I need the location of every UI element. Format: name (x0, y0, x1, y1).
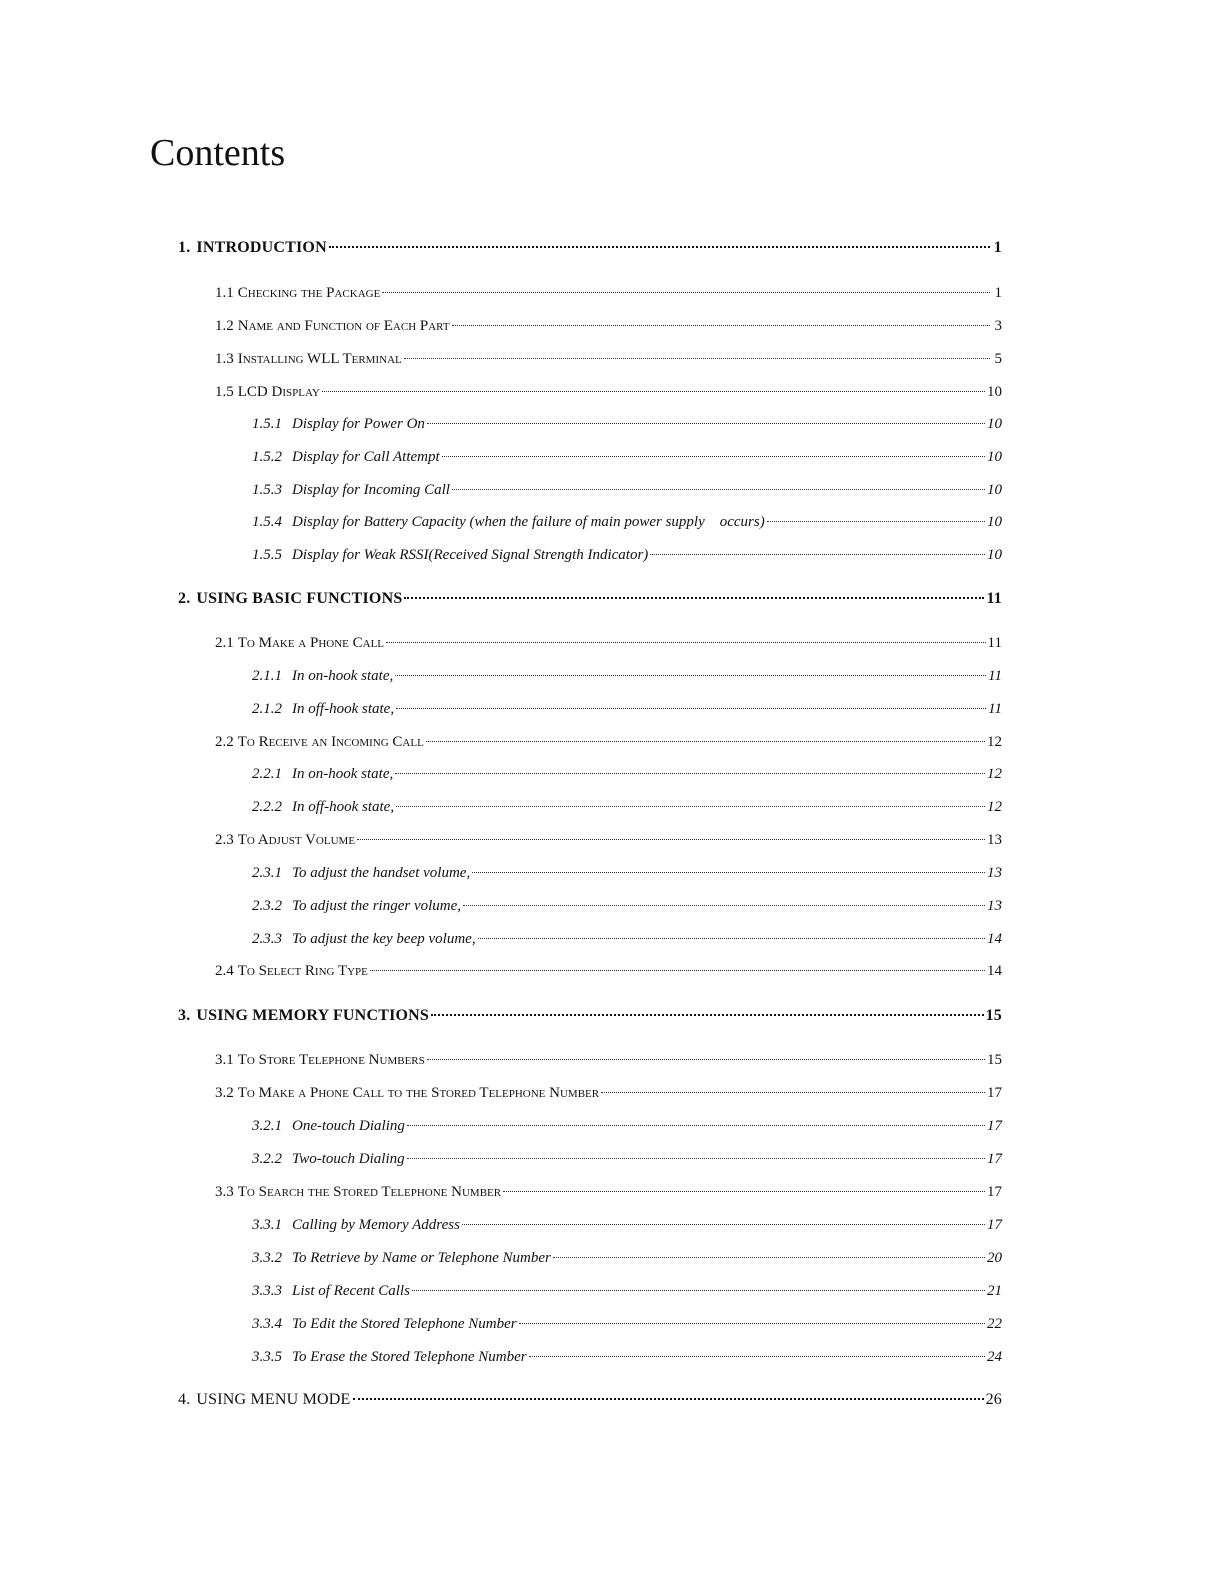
toc-entry-number: 1.5.1 (252, 416, 282, 432)
toc-entry-page: 15 (985, 1007, 1002, 1024)
toc-entry-title: List of Recent Calls (292, 1283, 410, 1299)
toc-entry-number: 2.1.2 (252, 701, 282, 717)
toc-entry-number: 4. (178, 1391, 191, 1408)
dot-leader (601, 1092, 985, 1093)
toc-entry-title: To Retrieve by Name or Telephone Number (292, 1250, 551, 1266)
toc-entry[interactable] (215, 347, 1002, 371)
toc-entry-page: 22 (987, 1316, 1002, 1332)
toc-entry[interactable] (215, 380, 1002, 404)
dot-leader (396, 708, 986, 709)
dot-leader (472, 872, 985, 873)
toc-entry-number: 3.2.1 (252, 1118, 282, 1134)
toc-entry-page: 5 (994, 351, 1002, 367)
toc-entry-number: 3.2.2 (252, 1151, 282, 1167)
toc-entry-title: To Store Telephone Numbers (237, 1052, 425, 1068)
toc-entry-number: 3.1 (215, 1052, 234, 1068)
dot-leader (404, 597, 984, 599)
dot-leader (767, 521, 985, 522)
dot-leader (322, 391, 985, 392)
dot-leader (396, 806, 985, 807)
toc-entry[interactable] (252, 1147, 1002, 1171)
toc-entry-page: 13 (987, 898, 1002, 914)
dot-leader (442, 456, 985, 457)
toc-entry-number: 1.5.5 (252, 547, 282, 563)
toc-entry[interactable] (252, 1213, 1002, 1237)
toc-entry-title: In off-hook state, (292, 799, 395, 815)
dot-leader (357, 839, 985, 840)
toc-entry[interactable] (215, 730, 1002, 754)
toc-entry[interactable] (215, 631, 1002, 655)
toc-entry-title: One-touch Dialing (292, 1118, 405, 1134)
toc-entry-title: USING MEMORY FUNCTIONS (196, 1007, 429, 1024)
dot-leader (407, 1125, 985, 1126)
toc-entry-page: 15 (987, 1052, 1002, 1068)
toc-entry-page: 12 (987, 766, 1002, 782)
toc-entry-page: 14 (987, 931, 1002, 947)
toc-entry-number: 1.2 (215, 318, 234, 334)
toc-entry[interactable] (252, 543, 1002, 567)
toc-entry-title: To adjust the handset volume, (292, 865, 471, 881)
dot-leader (386, 642, 986, 643)
toc-entry-page: 10 (987, 514, 1002, 530)
toc-entry-page: 10 (987, 547, 1002, 563)
toc-entry-page: 11 (986, 590, 1002, 607)
toc-entry[interactable] (252, 894, 1002, 918)
toc-entry-page: 10 (987, 482, 1002, 498)
toc-entry[interactable] (215, 281, 1002, 305)
toc-entry-page: 17 (987, 1118, 1002, 1134)
toc-entry-page: 10 (987, 384, 1002, 400)
toc-entry-page: 11 (988, 701, 1002, 717)
dot-leader (353, 1398, 984, 1400)
toc-entry[interactable] (252, 1279, 1002, 1303)
toc-entry-page: 20 (987, 1250, 1002, 1266)
toc-entry-title: In on-hook state, (292, 668, 394, 684)
page-title: Contents (150, 132, 286, 174)
toc-entry-page: 21 (987, 1283, 1002, 1299)
toc-entry[interactable] (252, 762, 1002, 786)
toc-entry-number: 1.5 (215, 384, 234, 400)
toc-entry-title: To Select Ring Type (237, 963, 368, 979)
toc-entry-title: To Make a Phone Call (237, 635, 385, 651)
toc-entry[interactable] (215, 1081, 1002, 1105)
dot-leader (395, 773, 985, 774)
toc-entry-title: Display for Power On (292, 416, 425, 432)
dot-leader (427, 423, 985, 424)
toc-entry-number: 3. (178, 1007, 191, 1024)
toc-entry-page: 17 (987, 1151, 1002, 1167)
toc-entry-title: LCD Display (237, 384, 320, 400)
toc-entry[interactable] (252, 1345, 1002, 1369)
toc-entry[interactable] (215, 314, 1002, 338)
toc-entry-number: 2.1.1 (252, 668, 282, 684)
dot-leader (370, 970, 985, 971)
toc-entry-page: 17 (987, 1085, 1002, 1101)
dot-leader (407, 1158, 985, 1159)
toc-entry[interactable] (252, 697, 1002, 721)
toc-entry-number: 1.1 (215, 285, 234, 301)
toc-entry[interactable] (215, 1180, 1002, 1204)
toc-entry-page: 26 (985, 1391, 1002, 1408)
toc-entry-title: To Edit the Stored Telephone Number (292, 1316, 517, 1332)
toc-entry-title: Display for Call Attempt (292, 449, 440, 465)
toc-entry[interactable] (252, 1246, 1002, 1270)
toc-entry-title: To Search the Stored Telephone Number (237, 1184, 502, 1200)
toc-entry-page: 17 (987, 1184, 1002, 1200)
toc-entry[interactable] (178, 236, 1002, 260)
toc-entry-number: 2.2.1 (252, 766, 282, 782)
toc-entry-page: 3 (994, 318, 1002, 334)
toc-entry-page: 10 (987, 449, 1002, 465)
toc-entry-page: 24 (987, 1349, 1002, 1365)
toc-entry[interactable] (215, 1048, 1002, 1072)
toc-entry-number: 1.5.4 (252, 514, 282, 530)
toc-entry-number: 3.3.1 (252, 1217, 282, 1233)
toc-entry[interactable] (252, 1114, 1002, 1138)
dot-leader (650, 554, 985, 555)
dot-leader (329, 246, 990, 248)
toc-entry-page: 17 (987, 1217, 1002, 1233)
toc-entry-title: USING BASIC FUNCTIONS (196, 590, 403, 607)
toc-entry-number: 1.5.2 (252, 449, 282, 465)
toc-entry-title: Calling by Memory Address (292, 1217, 460, 1233)
toc-entry-number: 2. (178, 590, 191, 607)
toc-entry[interactable] (252, 1312, 1002, 1336)
toc-entry-number: 3.3.5 (252, 1349, 282, 1365)
dot-leader (462, 1224, 985, 1225)
toc-entry-page: 11 (987, 635, 1002, 651)
toc-entry-title: Display for Weak RSSI(Received Signal Strength Indicator) (292, 547, 649, 563)
toc-entry-page: 1 (994, 285, 1002, 301)
dot-leader (412, 1290, 985, 1291)
toc-entry-number: 2.4 (215, 963, 234, 979)
toc-entry-title: In on-hook state, (292, 766, 394, 782)
toc-entry-title: USING MENU MODE (196, 1391, 351, 1408)
toc-entry-title: To Make a Phone Call to the Stored Telephone Number (237, 1085, 600, 1101)
toc-entry-page: 12 (987, 799, 1002, 815)
dot-leader (463, 905, 985, 906)
toc-entry[interactable] (178, 587, 1002, 611)
toc-entry-page: 13 (987, 832, 1002, 848)
toc-entry-number: 2.2 (215, 734, 234, 750)
toc-entry-title: Checking the Package (237, 285, 381, 301)
toc-entry-page: 1 (993, 239, 1002, 256)
toc-entry-title: To Adjust Volume (237, 832, 356, 848)
toc-entry[interactable] (178, 1004, 1002, 1028)
dot-leader (395, 675, 986, 676)
toc-entry-page: 12 (987, 734, 1002, 750)
toc-entry-title: To adjust the key beep volume, (292, 931, 476, 947)
toc-entry-number: 1.3 (215, 351, 234, 367)
toc-entry-title: To adjust the ringer volume, (292, 898, 462, 914)
toc-entry-number: 3.3.4 (252, 1316, 282, 1332)
toc-entry-title: Installing WLL Terminal (237, 351, 402, 367)
toc-entry-title: To Erase the Stored Telephone Number (292, 1349, 527, 1365)
toc-entry[interactable] (252, 664, 1002, 688)
toc-entry-number: 3.3 (215, 1184, 234, 1200)
toc-entry[interactable] (215, 828, 1002, 852)
toc-entry-number: 2.2.2 (252, 799, 282, 815)
toc-entry-number: 2.3 (215, 832, 234, 848)
dot-leader (452, 325, 990, 326)
dot-leader (382, 292, 990, 293)
toc-entry-title: Display for Incoming Call (292, 482, 450, 498)
dot-leader (529, 1356, 985, 1357)
toc-entry[interactable] (215, 959, 1002, 983)
toc-entry-number: 1. (178, 239, 191, 256)
toc-entry-number: 3.2 (215, 1085, 234, 1101)
dot-leader (431, 1014, 984, 1016)
toc-entry-title: To Receive an Incoming Call (237, 734, 424, 750)
toc-entry[interactable] (252, 412, 1002, 436)
toc-entry[interactable] (252, 510, 1002, 534)
toc-entry[interactable] (178, 1388, 1002, 1412)
dot-leader (427, 1059, 985, 1060)
dot-leader (553, 1257, 985, 1258)
dot-leader (404, 358, 990, 359)
toc-entry-title: Name and Function of Each Part (237, 318, 450, 334)
toc-entry[interactable] (252, 927, 1002, 951)
toc-entry-title: In off-hook state, (292, 701, 395, 717)
toc-entry-number: 3.3.2 (252, 1250, 282, 1266)
toc-entry-number: 3.3.3 (252, 1283, 282, 1299)
toc-entry[interactable] (252, 795, 1002, 819)
toc-entry-title: Display for Battery Capacity (when the failure of main power supply occurs) (292, 514, 765, 530)
toc-entry-page: 11 (988, 668, 1002, 684)
toc-entry-page: 13 (987, 865, 1002, 881)
toc-entry[interactable] (252, 445, 1002, 469)
dot-leader (503, 1191, 985, 1192)
dot-leader (452, 489, 985, 490)
toc-entry-number: 2.3.2 (252, 898, 282, 914)
dot-leader (426, 741, 985, 742)
toc-entry-page: 10 (987, 416, 1002, 432)
toc-entry-title: Two-touch Dialing (292, 1151, 405, 1167)
toc-entry-number: 1.5.3 (252, 482, 282, 498)
toc-entry-title: INTRODUCTION (196, 239, 327, 256)
toc-entry-number: 2.3.1 (252, 865, 282, 881)
dot-leader (519, 1323, 985, 1324)
toc-entry-page: 14 (987, 963, 1002, 979)
toc-entry[interactable] (252, 478, 1002, 502)
toc-entry-number: 2.3.3 (252, 931, 282, 947)
toc-entry-number: 2.1 (215, 635, 234, 651)
dot-leader (478, 938, 985, 939)
toc-entry[interactable] (252, 861, 1002, 885)
